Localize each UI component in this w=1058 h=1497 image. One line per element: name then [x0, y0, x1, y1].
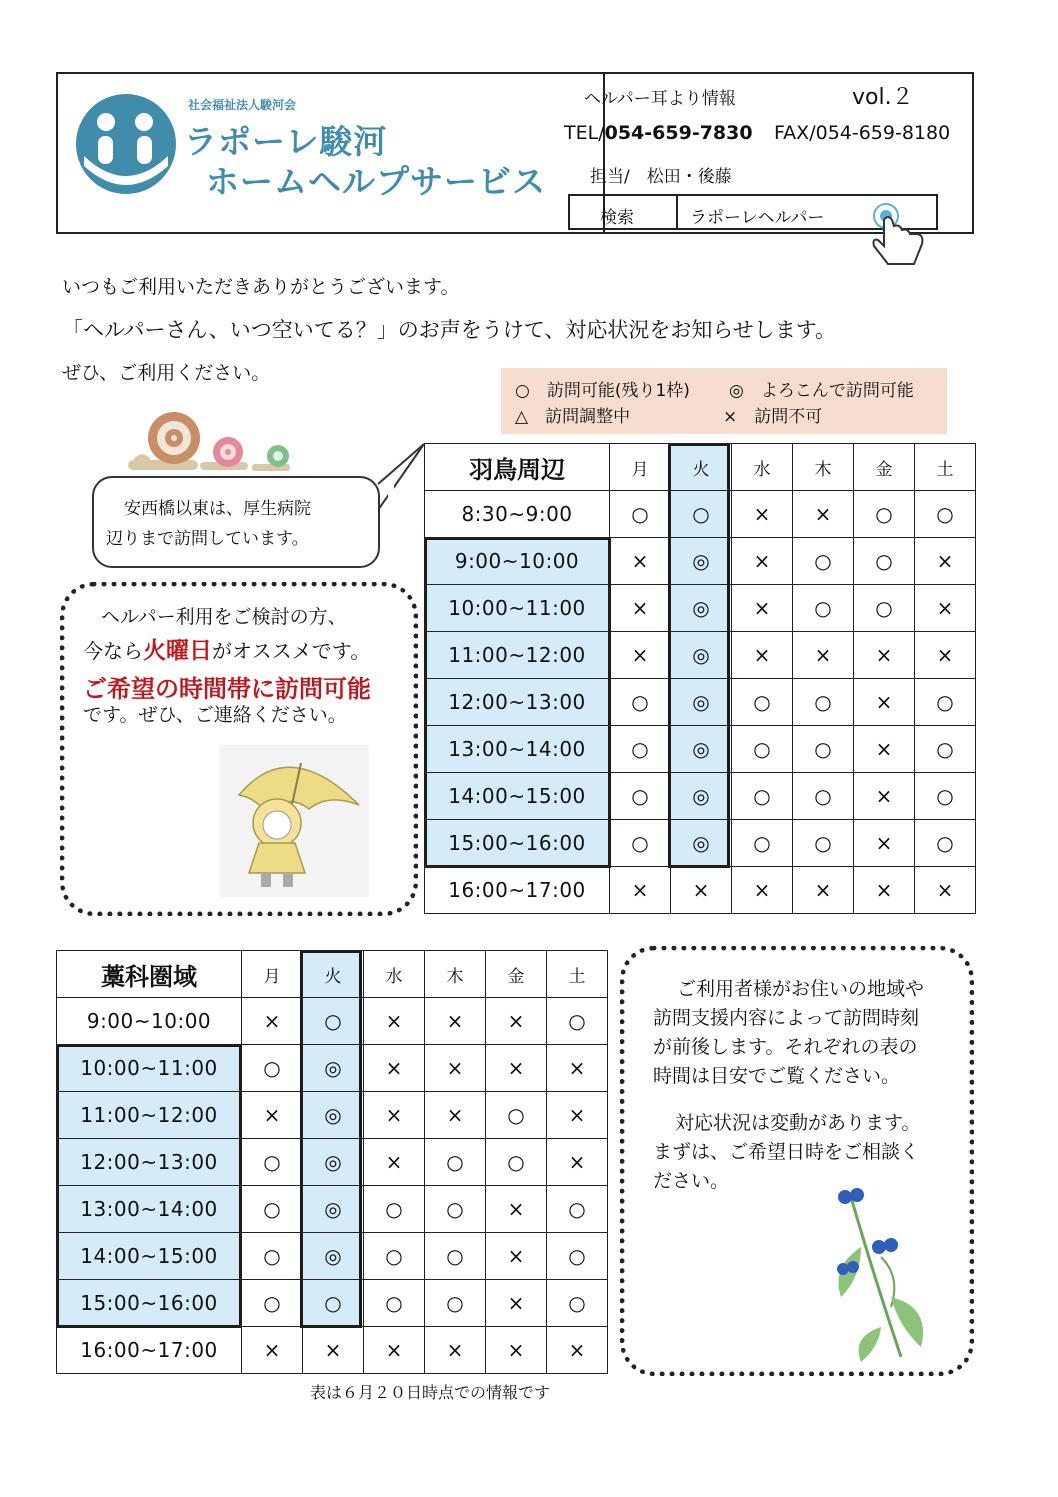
fax-number: FAX/054-659-8180 — [774, 122, 951, 144]
availability-cell: ◎ — [303, 1186, 364, 1233]
availability-cell: × — [303, 1327, 364, 1374]
availability-cell: × — [854, 679, 915, 726]
availability-cell: × — [425, 1045, 486, 1092]
notes-paragraph-2 — [653, 1109, 973, 1196]
time-slot: 10:00~11:00 — [425, 585, 610, 632]
availability-cell: ○ — [793, 585, 854, 632]
table-row — [425, 679, 976, 726]
day-header: 月 — [242, 951, 303, 998]
notes-p2-line-3: ださい。 — [653, 1170, 730, 1192]
availability-cell: ○ — [425, 1280, 486, 1327]
time-slot: 12:00~13:00 — [57, 1139, 242, 1186]
availability-cell: ○ — [610, 726, 671, 773]
availability-cell: ○ — [732, 726, 793, 773]
availability-cell: ○ — [854, 538, 915, 585]
availability-cell: ○ — [242, 1233, 303, 1280]
recommend-box — [60, 582, 418, 916]
availability-cell: ○ — [425, 1233, 486, 1280]
availability-cell: × — [425, 1092, 486, 1139]
availability-cell: ○ — [425, 1139, 486, 1186]
availability-cell: ○ — [793, 679, 854, 726]
availability-cell: ◎ — [671, 773, 732, 820]
table-row — [57, 1233, 608, 1280]
availability-cell: ○ — [610, 679, 671, 726]
availability-cell: × — [854, 867, 915, 914]
availability-cell: × — [547, 1045, 608, 1092]
header-row — [57, 951, 608, 998]
table-row — [57, 1139, 608, 1186]
availability-cell: × — [364, 1092, 425, 1139]
availability-cell: ○ — [242, 1186, 303, 1233]
table-row — [425, 820, 976, 867]
availability-cell: × — [732, 491, 793, 538]
legend-unavailable: × 訪問不可 — [723, 407, 823, 427]
availability-cell: × — [793, 867, 854, 914]
time-slot: 13:00~14:00 — [425, 726, 610, 773]
availability-cell: ○ — [915, 820, 976, 867]
day-header: 土 — [915, 444, 976, 491]
availability-cell: ◎ — [671, 538, 732, 585]
table-row — [57, 998, 608, 1045]
availability-cell: × — [610, 538, 671, 585]
availability-cell: ○ — [915, 491, 976, 538]
availability-cell: ○ — [671, 491, 732, 538]
availability-cell: × — [547, 1139, 608, 1186]
availability-cell: × — [486, 1045, 547, 1092]
availability-cell: ○ — [547, 1233, 608, 1280]
availability-cell: × — [854, 632, 915, 679]
table-row — [425, 773, 976, 820]
notes-box — [620, 946, 974, 1376]
availability-cell: × — [486, 998, 547, 1045]
notes-p2-line-1: 対応状況は変動があります。 — [675, 1112, 921, 1134]
legend — [501, 368, 947, 434]
notes-p1-line-4: 時間は目安でご覧ください。 — [653, 1065, 901, 1087]
speech-line-1: 安西橋以東は、厚生病院 — [124, 499, 311, 519]
availability-cell: ○ — [793, 773, 854, 820]
availability-cell: ◎ — [303, 1045, 364, 1092]
notes-p2-line-2: まずは、ご希望日時をご相談く — [653, 1141, 920, 1163]
availability-cell: × — [486, 1233, 547, 1280]
availability-cell: ○ — [242, 1139, 303, 1186]
availability-cell: × — [364, 1045, 425, 1092]
availability-cell: ○ — [854, 585, 915, 632]
availability-cell: ○ — [303, 1280, 364, 1327]
availability-cell: × — [242, 1327, 303, 1374]
recommend-line-4: です。ぜひ、ご連絡ください。 — [83, 704, 347, 726]
time-slot: 14:00~15:00 — [57, 1233, 242, 1280]
logo-icon — [72, 92, 180, 196]
time-slot: 14:00~15:00 — [425, 773, 610, 820]
day-header: 水 — [364, 951, 425, 998]
availability-cell: × — [793, 491, 854, 538]
day-header: 土 — [547, 951, 608, 998]
time-slot: 15:00~16:00 — [425, 820, 610, 867]
availability-cell: ◎ — [671, 726, 732, 773]
availability-cell: ○ — [610, 491, 671, 538]
availability-cell: × — [915, 867, 976, 914]
availability-cell: ○ — [486, 1139, 547, 1186]
availability-cell: × — [732, 867, 793, 914]
table-row — [57, 1045, 608, 1092]
table-row — [57, 1327, 608, 1374]
raincoat-child-illustration — [219, 745, 369, 897]
availability-cell: ◎ — [303, 1092, 364, 1139]
availability-cell: × — [364, 998, 425, 1045]
pointer-hand-icon — [866, 200, 936, 272]
table-row — [57, 1280, 608, 1327]
availability-cell: ◎ — [671, 679, 732, 726]
search-label: 検索 — [600, 208, 634, 228]
availability-cell: × — [610, 632, 671, 679]
brand-name: ラポーレ駿河 — [184, 122, 388, 161]
availability-cell: × — [242, 1092, 303, 1139]
time-slot: 8:30~9:00 — [425, 491, 610, 538]
time-slot: 13:00~14:00 — [57, 1186, 242, 1233]
availability-cell: × — [915, 585, 976, 632]
availability-cell: ◎ — [303, 1233, 364, 1280]
header-row — [425, 444, 976, 491]
notes-p1-line-3: が前後します。それぞれの表の — [653, 1036, 918, 1058]
table-row — [57, 1186, 608, 1233]
availability-cell: ○ — [364, 1233, 425, 1280]
availability-cell: ○ — [732, 773, 793, 820]
availability-cell: ○ — [425, 1186, 486, 1233]
legend-available-one: ○ 訪問可能(残り1枠) — [515, 381, 690, 401]
availability-cell: × — [610, 867, 671, 914]
notes-paragraph-1 — [653, 975, 973, 1091]
recommend-line-2: 今なら火曜日がオススメです。 — [83, 638, 371, 664]
availability-cell: ◎ — [671, 820, 732, 867]
availability-cell: ○ — [915, 726, 976, 773]
availability-cell: × — [486, 1327, 547, 1374]
availability-cell: ○ — [732, 679, 793, 726]
availability-cell: × — [610, 585, 671, 632]
availability-cell: × — [854, 773, 915, 820]
availability-cell: ◎ — [671, 632, 732, 679]
availability-cell: × — [732, 538, 793, 585]
availability-cell: ○ — [303, 998, 364, 1045]
availability-cell: × — [732, 585, 793, 632]
header-box — [56, 72, 974, 234]
availability-cell: × — [547, 1092, 608, 1139]
availability-cell: × — [854, 820, 915, 867]
notes-p1-line-1: ご利用者様がお住いの地域や — [677, 978, 925, 1000]
table-row — [425, 867, 976, 914]
tel-number: TEL/054-659-7830 — [564, 122, 753, 144]
availability-cell: ○ — [242, 1280, 303, 1327]
availability-cell: × — [486, 1280, 547, 1327]
day-header: 月 — [610, 444, 671, 491]
availability-cell: × — [547, 1327, 608, 1374]
time-slot: 16:00~17:00 — [57, 1327, 242, 1374]
table-title: 藁科圏域 — [57, 951, 242, 998]
speech-bubble — [92, 476, 380, 568]
time-slot: 16:00~17:00 — [425, 867, 610, 914]
availability-cell: ○ — [732, 820, 793, 867]
availability-cell: ○ — [364, 1280, 425, 1327]
intro-line-2: 「ヘルパーさん、いつ空いてる？」のお声をうけて、対応状況をお知らせします。 — [62, 318, 837, 342]
newsletter-title: ヘルパー耳より情報 — [584, 89, 736, 109]
table-row — [425, 538, 976, 585]
availability-cell: ○ — [854, 491, 915, 538]
availability-cell: × — [425, 1327, 486, 1374]
time-slot: 11:00~12:00 — [57, 1092, 242, 1139]
table-row — [57, 1092, 608, 1139]
table-warashina — [56, 950, 608, 1374]
availability-cell: × — [364, 1327, 425, 1374]
availability-cell: ○ — [486, 1092, 547, 1139]
availability-cell: × — [793, 632, 854, 679]
day-header: 水 — [732, 444, 793, 491]
availability-cell: ○ — [915, 679, 976, 726]
snails-illustration — [128, 408, 300, 474]
availability-cell: × — [671, 867, 732, 914]
availability-cell: ○ — [547, 1186, 608, 1233]
availability-cell: ○ — [364, 1186, 425, 1233]
time-slot: 9:00~10:00 — [57, 998, 242, 1045]
table-row — [425, 491, 976, 538]
search-value: ラポーレヘルパー — [690, 208, 825, 228]
availability-cell: × — [425, 998, 486, 1045]
intro-line-3: ぜひ、ご利用ください。 — [62, 362, 271, 384]
availability-cell: ◎ — [303, 1139, 364, 1186]
day-header: 木 — [793, 444, 854, 491]
availability-cell: ○ — [547, 1280, 608, 1327]
availability-cell: ○ — [610, 820, 671, 867]
day-header: 金 — [486, 951, 547, 998]
availability-cell: × — [915, 538, 976, 585]
availability-cell: ○ — [793, 538, 854, 585]
notes-p1-line-2: 訪問支援内容によって訪問時刻 — [653, 1007, 920, 1029]
time-slot: 9:00~10:00 — [425, 538, 610, 585]
availability-cell: ○ — [915, 773, 976, 820]
contact-person: 担当/ 松田・後藤 — [590, 167, 732, 187]
availability-cell: ◎ — [671, 585, 732, 632]
volume-number: vol.２ — [852, 85, 914, 110]
day-header: 火 — [671, 444, 732, 491]
availability-cell: × — [732, 632, 793, 679]
time-slot: 12:00~13:00 — [425, 679, 610, 726]
day-header: 木 — [425, 951, 486, 998]
recommend-line-3: ご希望の時間帯に訪問可能 — [83, 675, 371, 703]
table-row — [425, 632, 976, 679]
legend-available: ◎ よろこんで訪問可能 — [729, 381, 914, 401]
availability-cell: ○ — [242, 1045, 303, 1092]
org-name: 社会福祉法人駿河会 — [188, 98, 297, 112]
availability-cell: × — [364, 1139, 425, 1186]
day-header: 金 — [854, 444, 915, 491]
availability-cell: ○ — [793, 820, 854, 867]
recommend-line-1: ヘルパー利用をご検討の方、 — [101, 606, 347, 628]
availability-cell: × — [854, 726, 915, 773]
availability-cell: ○ — [547, 998, 608, 1045]
service-name: ホームヘルプサービス — [206, 162, 546, 201]
table-hatori — [424, 443, 976, 914]
availability-cell: ○ — [610, 773, 671, 820]
speech-line-2: 辺りまで訪問しています。 — [106, 529, 309, 549]
intro-line-1: いつもご利用いただきありがとうございます。 — [62, 276, 460, 298]
table-row — [425, 585, 976, 632]
table-footnote: 表は６月２０日時点での情報です — [310, 1383, 551, 1402]
time-slot: 15:00~16:00 — [57, 1280, 242, 1327]
availability-cell: × — [486, 1186, 547, 1233]
availability-cell: × — [242, 998, 303, 1045]
day-header: 火 — [303, 951, 364, 998]
legend-adjusting: △ 訪問調整中 — [515, 407, 631, 427]
availability-cell: × — [915, 632, 976, 679]
dayflower-illustration — [821, 1187, 941, 1367]
table-title: 羽鳥周辺 — [425, 444, 610, 491]
bubble-tail-mask — [388, 478, 394, 510]
time-slot: 11:00~12:00 — [425, 632, 610, 679]
time-slot: 10:00~11:00 — [57, 1045, 242, 1092]
availability-cell: ○ — [793, 726, 854, 773]
table-row — [425, 726, 976, 773]
search-divider — [676, 196, 678, 228]
